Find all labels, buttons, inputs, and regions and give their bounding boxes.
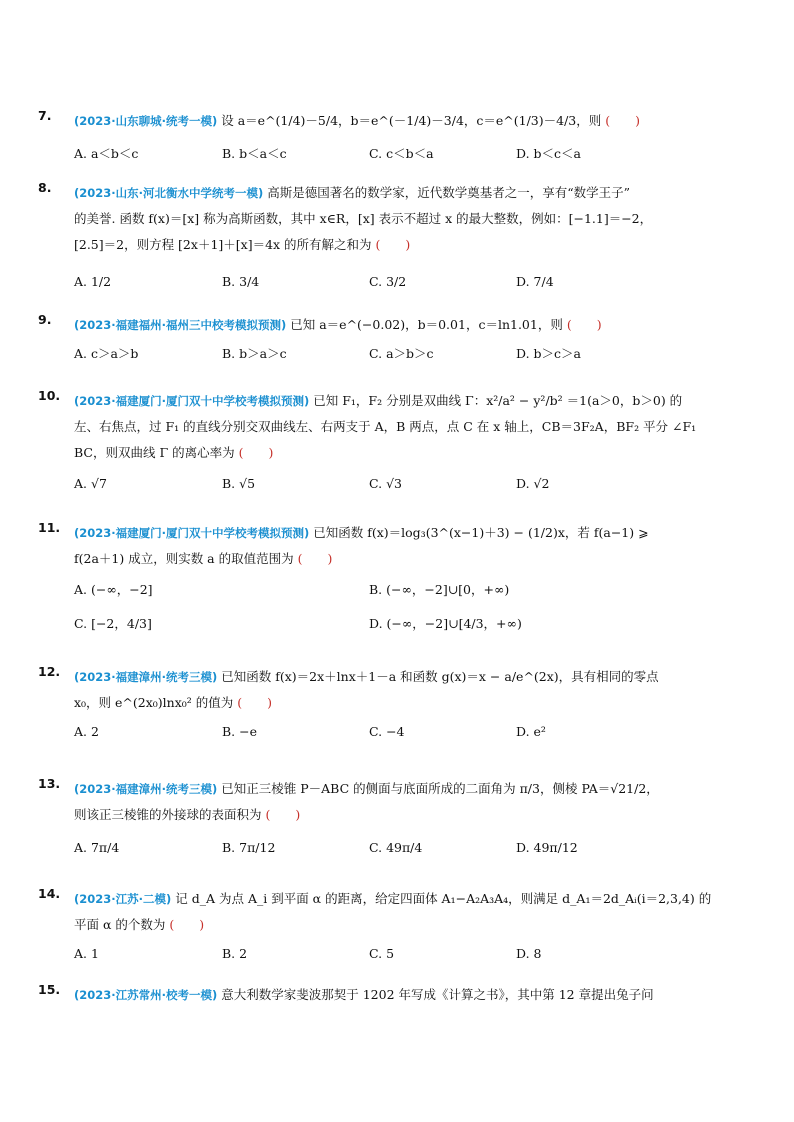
stem-line: 意大利数学家斐波那契于 1202 年写成《计算之书》，其中第 12 章提出兔子问 (221, 987, 654, 1002)
option-b[interactable]: B. (−∞，−2]∪[0，+∞) (369, 582, 510, 597)
option-d[interactable]: D. 49π/12 (516, 840, 578, 855)
question-number: 7. (38, 108, 52, 123)
question-10 (38, 388, 728, 498)
answer-paren: ( ) (169, 917, 205, 932)
stem-line: 设 a＝e^(1/4)－5/4，b＝e^(－1/4)－3/4，c＝e^(1/3)－4/3，则 (221, 113, 602, 128)
option-d[interactable]: D. √2 (516, 476, 550, 491)
option-d[interactable]: D. (−∞，−2]∪[4/3，+∞) (369, 616, 522, 631)
stem-line: 平面 α 的个数为 (74, 917, 166, 932)
stem-line: 高斯是德国著名的数学家，近代数学奠基者之一，享有“数学王子” (267, 185, 631, 200)
stem-line: f(2a＋1) 成立，则实数 a 的取值范围为 (74, 551, 294, 566)
question-source: (2023·福建厦门·厦门双十中学校考模拟预测) (74, 394, 310, 408)
answer-paren: ( ) (265, 807, 301, 822)
option-c[interactable]: C. 49π/4 (369, 840, 423, 855)
question-source: (2023·山东聊城·统考一模) (74, 114, 218, 128)
option-a[interactable]: A. a＜b＜c (74, 146, 139, 161)
question-stem (74, 776, 728, 828)
answer-paren: ( ) (297, 551, 333, 566)
question-14 (38, 886, 728, 968)
option-d[interactable]: D. b＜c＜a (516, 146, 581, 161)
option-d[interactable]: D. b＞c＞a (516, 346, 581, 361)
question-stem (74, 664, 728, 716)
question-7 (38, 108, 728, 166)
option-c[interactable]: C. a＞b＞c (369, 346, 434, 361)
stem-line: 已知正三棱锥 P－ABC 的侧面与底面所成的二面角为 π/3，侧棱 PA＝√21/2， (221, 781, 659, 796)
option-a[interactable]: A. 1/2 (74, 274, 112, 289)
options-row (74, 724, 728, 746)
option-a[interactable]: A. (−∞，−2] (74, 582, 153, 597)
question-number: 14. (38, 886, 61, 901)
question-number: 9. (38, 312, 52, 327)
option-a[interactable]: A. 1 (74, 946, 99, 961)
stem-line: 则该正三棱锥的外接球的表面积为 (74, 807, 262, 822)
stem-line: 记 d_A 为点 A_i 到平面 α 的距离，给定四面体 A₁−A₂A₃A₄，则满足 d_A₁＝2d_Aᵢ(i＝2,3,4) 的 (175, 891, 712, 906)
stem-line: 左、右焦点，过 F₁ 的直线分别交双曲线左、右两支于 A，B 两点，点 C 在 x 轴上，CB＝3F₂A，BF₂ 平分 ∠F₁ (74, 419, 697, 434)
option-b[interactable]: B. −e (222, 724, 258, 739)
stem-line: 已知 F₁，F₂ 分别是双曲线 Γ：x²/a² − y²/b² ＝1(a＞0，b＞0) 的 (313, 393, 683, 408)
stem-line: 已知函数 f(x)＝2x＋lnx＋1－a 和函数 g(x)＝x − a/e^(2x)，具有相同的零点 (221, 669, 659, 684)
question-15 (38, 982, 728, 1008)
question-stem (74, 886, 728, 938)
answer-paren: ( ) (375, 237, 411, 252)
answer-paren: ( ) (605, 113, 641, 128)
answer-paren: ( ) (237, 695, 273, 710)
answer-paren: ( ) (238, 445, 274, 460)
question-stem (74, 108, 728, 134)
question-8 (38, 180, 728, 296)
question-source: (2023·江苏·二模) (74, 892, 172, 906)
question-stem (74, 982, 728, 1008)
question-source: (2023·福建漳州·统考三模) (74, 670, 218, 684)
options-row (74, 144, 728, 166)
question-number: 15. (38, 982, 61, 997)
question-stem (74, 388, 728, 466)
option-a[interactable]: A. c＞a＞b (74, 346, 139, 361)
options-row (74, 614, 728, 636)
stem-line: BC，则双曲线 Γ 的离心率为 (74, 445, 235, 460)
question-stem (74, 312, 728, 338)
option-d[interactable]: D. e² (516, 724, 546, 739)
stem-line: x₀，则 e^(2x₀)lnx₀² 的值为 (74, 695, 234, 710)
stem-line: 已知函数 f(x)＝log₃(3^(x−1)＋3) − (1/2)x，若 f(a−1) ⩾ (313, 525, 649, 540)
option-b[interactable]: B. b＜a＜c (222, 146, 287, 161)
option-b[interactable]: B. 2 (222, 946, 248, 961)
question-number: 13. (38, 776, 61, 791)
question-source: (2023·山东·河北衡水中学统考一模) (74, 186, 264, 200)
options-row (74, 946, 728, 968)
question-source: (2023·福建福州·福州三中校考模拟预测) (74, 318, 287, 332)
option-a[interactable]: A. 7π/4 (74, 840, 120, 855)
options-row (74, 476, 728, 498)
option-d[interactable]: D. 8 (516, 946, 542, 961)
option-b[interactable]: B. √5 (222, 476, 256, 491)
option-c[interactable]: C. 5 (369, 946, 395, 961)
question-9 (38, 312, 728, 366)
stem-line: [2.5]＝2，则方程 [2x＋1]＋[x]＝4x 的所有解之和为 (74, 237, 372, 252)
option-c[interactable]: C. −4 (369, 724, 405, 739)
question-11 (38, 520, 728, 636)
option-d[interactable]: D. 7/4 (516, 274, 554, 289)
question-number: 11. (38, 520, 61, 535)
option-b[interactable]: B. 7π/12 (222, 840, 276, 855)
question-number: 8. (38, 180, 52, 195)
question-source: (2023·福建厦门·厦门双十中学校考模拟预测) (74, 526, 310, 540)
option-b[interactable]: B. 3/4 (222, 274, 260, 289)
question-stem (74, 520, 728, 572)
question-number: 10. (38, 388, 61, 403)
options-row (74, 840, 728, 862)
option-c[interactable]: C. [−2，4/3] (74, 616, 152, 631)
options-row (74, 344, 728, 366)
stem-line: 已知 a＝e^(−0.02)，b＝0.01，c＝ln1.01，则 (290, 317, 563, 332)
option-b[interactable]: B. b＞a＞c (222, 346, 287, 361)
options-row (74, 274, 728, 296)
option-a[interactable]: A. √7 (74, 476, 107, 491)
question-source: (2023·福建漳州·统考三模) (74, 782, 218, 796)
answer-paren: ( ) (566, 317, 602, 332)
options-row (74, 580, 728, 602)
option-c[interactable]: C. √3 (369, 476, 402, 491)
question-source: (2023·江苏常州·校考一模) (74, 988, 218, 1002)
question-12 (38, 664, 728, 746)
question-stem (74, 180, 728, 258)
question-number: 12. (38, 664, 61, 679)
option-c[interactable]: C. 3/2 (369, 274, 407, 289)
stem-line: 的美誉. 函数 f(x)＝[x] 称为高斯函数，其中 x∈R，[x] 表示不超过 x 的最大整数，例如：[−1.1]＝−2， (74, 211, 653, 226)
question-13 (38, 776, 728, 862)
option-c[interactable]: C. c＜b＜a (369, 146, 434, 161)
option-a[interactable]: A. 2 (74, 724, 99, 739)
